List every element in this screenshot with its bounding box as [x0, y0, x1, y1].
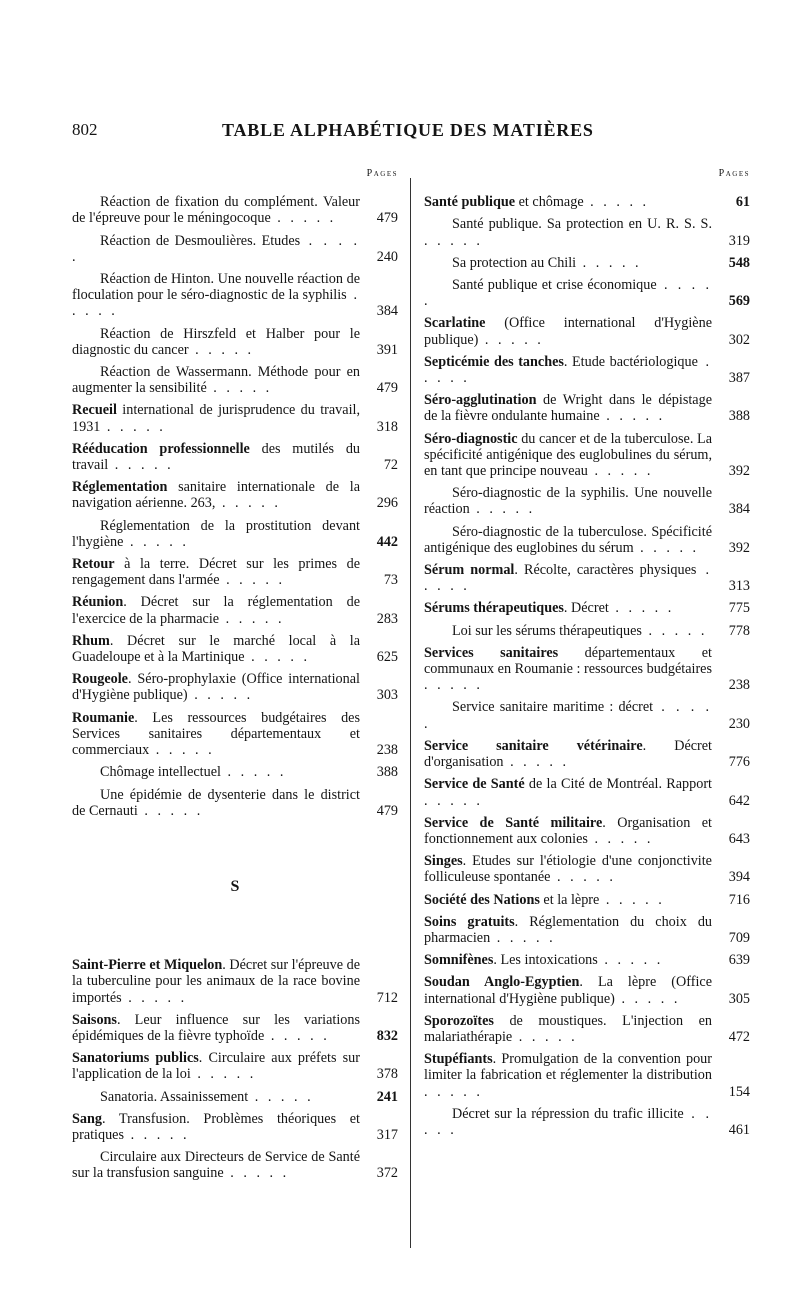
entry-text	[72, 402, 398, 434]
entry-text	[424, 1106, 750, 1138]
entry-description: du cancer et de la tuberculose. La spécificité antigénique des euglobulines du sérum, en tant que principe nouveau	[424, 430, 712, 480]
leader-dots: . . . . .	[608, 600, 675, 617]
leader-dots: . . . . .	[244, 649, 311, 666]
entry-text	[424, 914, 750, 946]
leader-dots: . . . . .	[512, 1028, 578, 1045]
index-list-r	[72, 194, 398, 819]
index-entry	[72, 633, 398, 665]
leader-dots: . . . . .	[248, 1088, 314, 1105]
entry-description: Réglementation de la prostitution devant l'hygiène	[72, 517, 360, 550]
leader-dots: . . . . .	[124, 1126, 190, 1143]
index-entry	[424, 1106, 750, 1138]
entry-headword: Soins gratuits	[424, 913, 515, 930]
entry-text	[72, 1012, 398, 1044]
entry-page-number: 302	[728, 331, 750, 348]
entry-description: (Office international d'Hygiène publique)	[424, 315, 712, 348]
entry-description: . Décret sur la réglementation de l'exercice de la pharmacie	[72, 594, 360, 627]
entry-text	[424, 194, 750, 210]
index-entry	[424, 952, 750, 968]
leader-dots: . . . . .	[550, 869, 616, 886]
entry-page-number: 238	[728, 677, 750, 694]
index-entry	[72, 1111, 398, 1143]
entry-headword: Rougeole	[72, 671, 128, 688]
entry-description: Séro-diagnostic de la syphilis. Une nouvelle réaction	[424, 485, 712, 518]
page-title: TABLE ALPHABÉTIQUE DES MATIÈRES	[222, 120, 594, 140]
entry-page-number: 548	[728, 254, 750, 271]
entry-text	[72, 1111, 398, 1143]
entry-page-number: 388	[376, 764, 398, 781]
leader-dots: . . . . .	[270, 210, 337, 227]
entry-description: Sa protection au Chili	[452, 254, 577, 271]
leader-dots: . . . . .	[478, 331, 544, 348]
entry-text	[424, 645, 750, 694]
entry-headword: Sang	[72, 1110, 102, 1127]
entry-headword: Scarlatine	[424, 315, 486, 332]
entry-page-number: 319	[728, 232, 750, 249]
entry-page-number: 642	[728, 792, 750, 809]
leader-dots: . . . . .	[424, 677, 483, 694]
leader-dots: . . . . .	[223, 1165, 290, 1182]
entry-page-number: 716	[728, 891, 750, 908]
index-entry	[72, 326, 398, 358]
entry-headword: Santé publique	[424, 194, 516, 211]
entry-headword: Services sanitaires	[424, 644, 559, 661]
page-number: 802	[72, 120, 98, 139]
leader-dots: . . . . .	[424, 792, 483, 809]
entry-text	[424, 354, 750, 386]
leader-dots: . . . . .	[187, 687, 254, 704]
leader-dots: . . . . .	[587, 830, 654, 847]
entry-text	[424, 776, 750, 808]
leader-dots: . . . . .	[188, 341, 255, 358]
entry-text	[424, 1051, 750, 1100]
leader-dots: . . . . .	[108, 457, 174, 474]
entry-description: Réaction de fixation du complément. Valeur de l'épreuve pour le méningocoque	[72, 194, 360, 227]
leader-dots: . . . . .	[72, 287, 360, 320]
index-entry	[424, 524, 750, 556]
leader-dots: . . . . .	[137, 802, 204, 819]
entry-description: . Leur influence sur les variations épidémiques de la fièvre typhoïde	[72, 1011, 360, 1044]
entry-description: . Etude bactériologique	[563, 353, 698, 370]
pages-label: Pages	[366, 168, 398, 179]
leader-dots: . . . . .	[597, 952, 664, 969]
entry-text	[424, 974, 750, 1006]
entry-text	[424, 699, 750, 731]
entry-page-number: 712	[376, 989, 398, 1006]
entry-text	[72, 1149, 398, 1181]
entry-text	[424, 392, 750, 424]
entry-text	[72, 1089, 398, 1105]
entry-description: Séro-diagnostic de la tuberculose. Spécificité antigénique des euglobines du sérum	[424, 523, 712, 556]
leader-dots: . . . . .	[633, 539, 700, 556]
index-entry	[424, 1051, 750, 1100]
leader-dots: . . . . .	[424, 277, 712, 310]
entry-headword: Service de Santé militaire	[424, 814, 603, 831]
entry-text	[72, 710, 398, 759]
entry-page-number: 472	[728, 1028, 750, 1045]
index-entry	[424, 431, 750, 480]
entry-description: . Décret sur le marché local à la Guadeloupe et à la Martinique	[72, 632, 360, 666]
index-entry	[424, 623, 750, 639]
index-list-s-right	[424, 194, 750, 1138]
entry-headword: Sanatoriums publics	[72, 1050, 199, 1067]
column-divider	[410, 178, 411, 1248]
entry-text	[424, 277, 750, 309]
entry-page-number: 313	[728, 578, 750, 595]
entry-description: à la terre. Décret sur les primes de rengagement dans l'armée	[72, 556, 360, 589]
entry-page-number: 154	[728, 1083, 750, 1100]
entry-text	[72, 518, 398, 550]
entry-description: Service sanitaire maritime : décret	[452, 699, 654, 716]
entry-text	[424, 738, 750, 770]
index-entry	[72, 364, 398, 396]
entry-page-number: 569	[728, 293, 750, 310]
leader-dots: . . . . .	[190, 1066, 257, 1083]
entry-description: et la lèpre	[539, 891, 600, 908]
entry-description: . Récolte, caractères physiques	[514, 562, 697, 579]
entry-description: des mutilés du travail	[72, 440, 361, 474]
entry-headword: Rééducation professionnelle	[72, 440, 250, 457]
entry-headword: Réglementation	[72, 479, 168, 496]
index-entry	[424, 815, 750, 847]
entry-page-number: 283	[376, 610, 398, 627]
index-entry	[72, 556, 398, 588]
entry-text	[424, 952, 750, 968]
entry-description: de Wright dans le dépistage de la fièvre ondulante humaine	[424, 392, 712, 425]
entry-page-number: 240	[376, 248, 398, 265]
leader-dots: . . . . .	[641, 622, 708, 639]
index-entry	[424, 892, 750, 908]
entry-description: Réaction de Hinton. Une nouvelle réaction de floculation pour le séro-diagnostic de la syphilis	[72, 271, 360, 304]
index-entry	[424, 1013, 750, 1045]
index-entry	[424, 485, 750, 517]
leader-dots: . . . . .	[599, 891, 665, 908]
leader-dots: . . . . .	[220, 764, 287, 781]
entry-page-number: 643	[728, 830, 750, 847]
entry-description: . Décret sur l'épreuve de la tuberculine pour les animaux de la race bovine importés	[72, 957, 360, 1006]
leader-dots: . . . . .	[469, 501, 536, 518]
leader-dots: . . . . .	[219, 572, 285, 589]
entry-description: sanitaire internationale de la navigation aérienne. 263,	[72, 479, 360, 512]
entry-description: . Circulaire aux préfets sur l'application de la loi	[72, 1050, 360, 1083]
entry-description: . Séro-prophylaxie (Office international d'Hygiène publique)	[72, 671, 360, 704]
index-entry	[424, 216, 750, 248]
entry-page-number: 61	[735, 194, 750, 211]
entry-description: Santé publique. Sa protection en U. R. S. S.	[452, 216, 712, 233]
index-entry	[72, 194, 398, 226]
entry-page-number: 392	[728, 539, 750, 556]
entry-description: et chômage	[515, 194, 584, 211]
leader-dots: . . . . .	[123, 533, 189, 550]
index-entry	[72, 1050, 398, 1082]
entry-description: Loi sur les sérums thérapeutiques	[452, 622, 642, 639]
entry-page-number: 305	[728, 990, 750, 1007]
leader-dots: . . . . .	[424, 353, 712, 387]
entry-page-number: 709	[728, 929, 750, 946]
index-entry	[72, 1149, 398, 1181]
index-entry	[424, 277, 750, 309]
leader-dots: . . . . .	[576, 254, 642, 271]
entry-text	[72, 1050, 398, 1082]
leader-dots: . . . . .	[149, 742, 215, 759]
entry-page-number: 392	[728, 463, 750, 480]
right-column	[424, 166, 750, 1144]
index-entry	[424, 738, 750, 770]
entry-headword: Roumanie	[72, 709, 135, 726]
index-list-s-left	[72, 957, 398, 1181]
entry-text	[72, 957, 398, 1006]
entry-text	[424, 623, 750, 639]
entry-text	[424, 853, 750, 885]
entry-description: . La lèpre (Office international d'Hygiène publique)	[424, 974, 712, 1007]
index-entry	[72, 957, 398, 1006]
entry-headword: Soudan Anglo-Egyptien	[424, 974, 580, 991]
index-entry	[72, 233, 398, 265]
entry-description: . Promulgation de la convention pour limiter la fabrication et réglementer la distribution	[424, 1051, 712, 1084]
entry-page-number: 318	[376, 418, 398, 435]
entry-text	[424, 485, 750, 517]
entry-headword: Service de Santé	[424, 776, 525, 793]
entry-description: Sanatoria. Assainissement	[100, 1088, 249, 1105]
index-entry	[424, 914, 750, 946]
entry-page-number: 73	[383, 572, 398, 589]
entry-text	[424, 431, 750, 480]
entry-text	[424, 892, 750, 908]
entry-page-number: 625	[376, 649, 398, 666]
index-entry	[72, 764, 398, 780]
entry-description: Décret sur la répression du trafic illicite	[452, 1105, 684, 1122]
entry-description: Réaction de Hirszfeld et Halber pour le diagnostic du cancer	[72, 325, 360, 358]
entry-page-number: 387	[728, 370, 750, 387]
entry-description: Une épidémie de dysenterie dans le district de Cernauti	[72, 786, 360, 819]
entry-text	[72, 441, 398, 473]
entry-headword: Service sanitaire vétérinaire	[424, 737, 643, 754]
entry-page-number: 241	[376, 1088, 398, 1105]
entry-text	[72, 671, 398, 703]
index-entry	[72, 594, 398, 626]
entry-page-number: 238	[376, 742, 398, 759]
entry-page-number: 378	[376, 1066, 398, 1083]
entry-headword: Recueil	[72, 402, 117, 419]
entry-text	[72, 364, 398, 396]
index-entry	[424, 562, 750, 594]
entry-headword: Singes	[424, 853, 463, 870]
entry-description: Réaction de Wassermann. Méthode pour en augmenter la sensibilité	[72, 364, 360, 397]
entry-text	[72, 787, 398, 819]
entry-headword: Société des Nations	[424, 891, 540, 908]
entry-description: Chômage intellectuel	[100, 764, 221, 781]
entry-page-number: 639	[728, 952, 750, 969]
leader-dots: . . . . .	[215, 495, 281, 512]
leader-dots: . . . . .	[424, 562, 712, 595]
entry-text	[72, 594, 398, 626]
leader-dots: . . . . .	[72, 232, 360, 265]
leader-dots: . . . . .	[583, 194, 650, 211]
entry-page-number: 775	[728, 600, 750, 617]
index-entry	[424, 600, 750, 616]
entry-text	[424, 562, 750, 594]
index-entry	[72, 479, 398, 511]
entry-page-number: 479	[376, 802, 398, 819]
pages-label: Pages	[718, 168, 750, 179]
index-entry	[424, 645, 750, 694]
page-header	[72, 120, 722, 146]
entry-headword: Réunion	[72, 594, 124, 611]
index-entry	[72, 1012, 398, 1044]
leader-dots: . . . . .	[424, 699, 712, 732]
entry-page-number: 384	[376, 303, 398, 320]
entry-headword: Somnifènes	[424, 952, 494, 969]
entry-text	[72, 194, 398, 226]
entry-description: . Décret d'organisation	[424, 737, 712, 771]
index-entry	[424, 194, 750, 210]
entry-text	[72, 633, 398, 665]
entry-description: . Transfusion. Problèmes théoriques et pratiques	[72, 1110, 360, 1143]
entry-headword: Sérums thérapeutiques	[424, 600, 564, 617]
index-entry	[72, 671, 398, 703]
entry-description: . Etudes sur l'étiologie d'une conjonctivite folliculeuse spontanée	[424, 853, 712, 886]
entry-headword: Saisons	[72, 1011, 117, 1028]
leader-dots: . . . . .	[121, 989, 188, 1006]
entry-page-number: 832	[376, 1027, 398, 1044]
leader-dots: . . . . .	[490, 929, 556, 946]
entry-description: Circulaire aux Directeurs de Service de Santé sur la transfusion sanguine	[72, 1149, 360, 1182]
entry-page-number: 442	[376, 533, 398, 550]
entry-page-number: 296	[376, 495, 398, 512]
entry-description: . Organisation et fonctionnement aux colonies	[424, 814, 712, 847]
entry-headword: Retour	[72, 556, 115, 573]
leader-dots: . . . . .	[264, 1027, 330, 1044]
entry-page-number: 72	[383, 457, 398, 474]
index-entry	[72, 402, 398, 434]
leader-dots: . . . . .	[424, 232, 483, 249]
entry-description: . Les intoxications	[493, 952, 598, 969]
index-entry	[424, 853, 750, 885]
entry-description: départementaux et communaux en Roumanie : ressources budgétaires	[424, 644, 713, 678]
index-entry	[72, 1089, 398, 1105]
entry-page-number: 394	[728, 869, 750, 886]
leader-dots: . . . . .	[503, 754, 569, 771]
entry-headword: Stupéfiants	[424, 1051, 493, 1068]
entry-description: . Réglementation du choix du pharmacien	[424, 913, 713, 946]
entry-text	[424, 216, 750, 248]
entry-headword: Septicémie des tanches	[424, 353, 564, 370]
entry-page-number: 778	[728, 622, 750, 639]
index-entry	[424, 255, 750, 271]
index-entry	[424, 974, 750, 1006]
entry-page-number: 461	[728, 1121, 750, 1138]
leader-dots: . . . . .	[219, 610, 285, 627]
leader-dots: . . . . .	[599, 408, 666, 425]
entry-page-number: 391	[376, 341, 398, 358]
entry-text	[424, 815, 750, 847]
entry-page-number: 388	[728, 408, 750, 425]
entry-page-number: 776	[728, 754, 750, 771]
entry-description: Santé publique et crise économique	[452, 277, 657, 294]
entry-page-number: 479	[376, 210, 398, 227]
entry-text	[424, 600, 750, 616]
index-entry	[424, 392, 750, 424]
index-entry	[424, 776, 750, 808]
entry-headword: Rhum	[72, 632, 110, 649]
leader-dots: . . . . .	[206, 380, 273, 397]
entry-headword: Séro-diagnostic	[424, 430, 518, 447]
left-column	[72, 166, 398, 1188]
entry-headword: Sérum normal	[424, 562, 515, 579]
entry-text	[424, 524, 750, 556]
entry-page-number: 230	[728, 715, 750, 732]
entry-text	[72, 479, 398, 511]
entry-headword: Sporozoïtes	[424, 1012, 494, 1029]
entry-description: international de jurisprudence du travail, 1931	[72, 402, 360, 435]
index-entry	[72, 441, 398, 473]
entry-page-number: 317	[376, 1126, 398, 1143]
entry-text	[72, 764, 398, 780]
entry-text	[72, 326, 398, 358]
index-entry	[72, 518, 398, 550]
index-entry	[424, 354, 750, 386]
entry-page-number: 372	[376, 1165, 398, 1182]
entry-text	[424, 255, 750, 271]
entry-text	[72, 233, 398, 265]
entry-text	[72, 271, 398, 320]
section-letter: S	[230, 877, 240, 895]
leader-dots: . . . . .	[587, 463, 654, 480]
index-entry	[72, 787, 398, 819]
leader-dots: . . . . .	[100, 418, 166, 435]
index-entry	[72, 710, 398, 759]
entry-text	[424, 1013, 750, 1045]
entry-description: Réaction de Desmoulières. Etudes	[100, 232, 301, 249]
entry-headword: Séro-agglutination	[424, 392, 537, 409]
entry-text	[72, 556, 398, 588]
entry-text	[424, 315, 750, 347]
entry-page-number: 479	[376, 380, 398, 397]
index-entry	[424, 699, 750, 731]
entry-description: de moustiques. L'injection en malariathérapie	[424, 1012, 712, 1045]
leader-dots: . . . . .	[424, 1105, 712, 1138]
leader-dots: . . . . .	[614, 990, 681, 1007]
entry-page-number: 303	[376, 687, 398, 704]
entry-headword: Saint-Pierre et Miquelon	[72, 957, 223, 974]
entry-description: . Décret	[563, 600, 609, 617]
entry-description: de la Cité de Montréal. Rapport	[524, 776, 712, 793]
index-entry	[72, 271, 398, 320]
entry-description: . Les ressources budgétaires des Services sanitaires départementaux et commerciaux	[72, 709, 360, 759]
entry-page-number: 384	[728, 501, 750, 518]
leader-dots: . . . . .	[424, 1083, 483, 1100]
index-entry	[424, 315, 750, 347]
